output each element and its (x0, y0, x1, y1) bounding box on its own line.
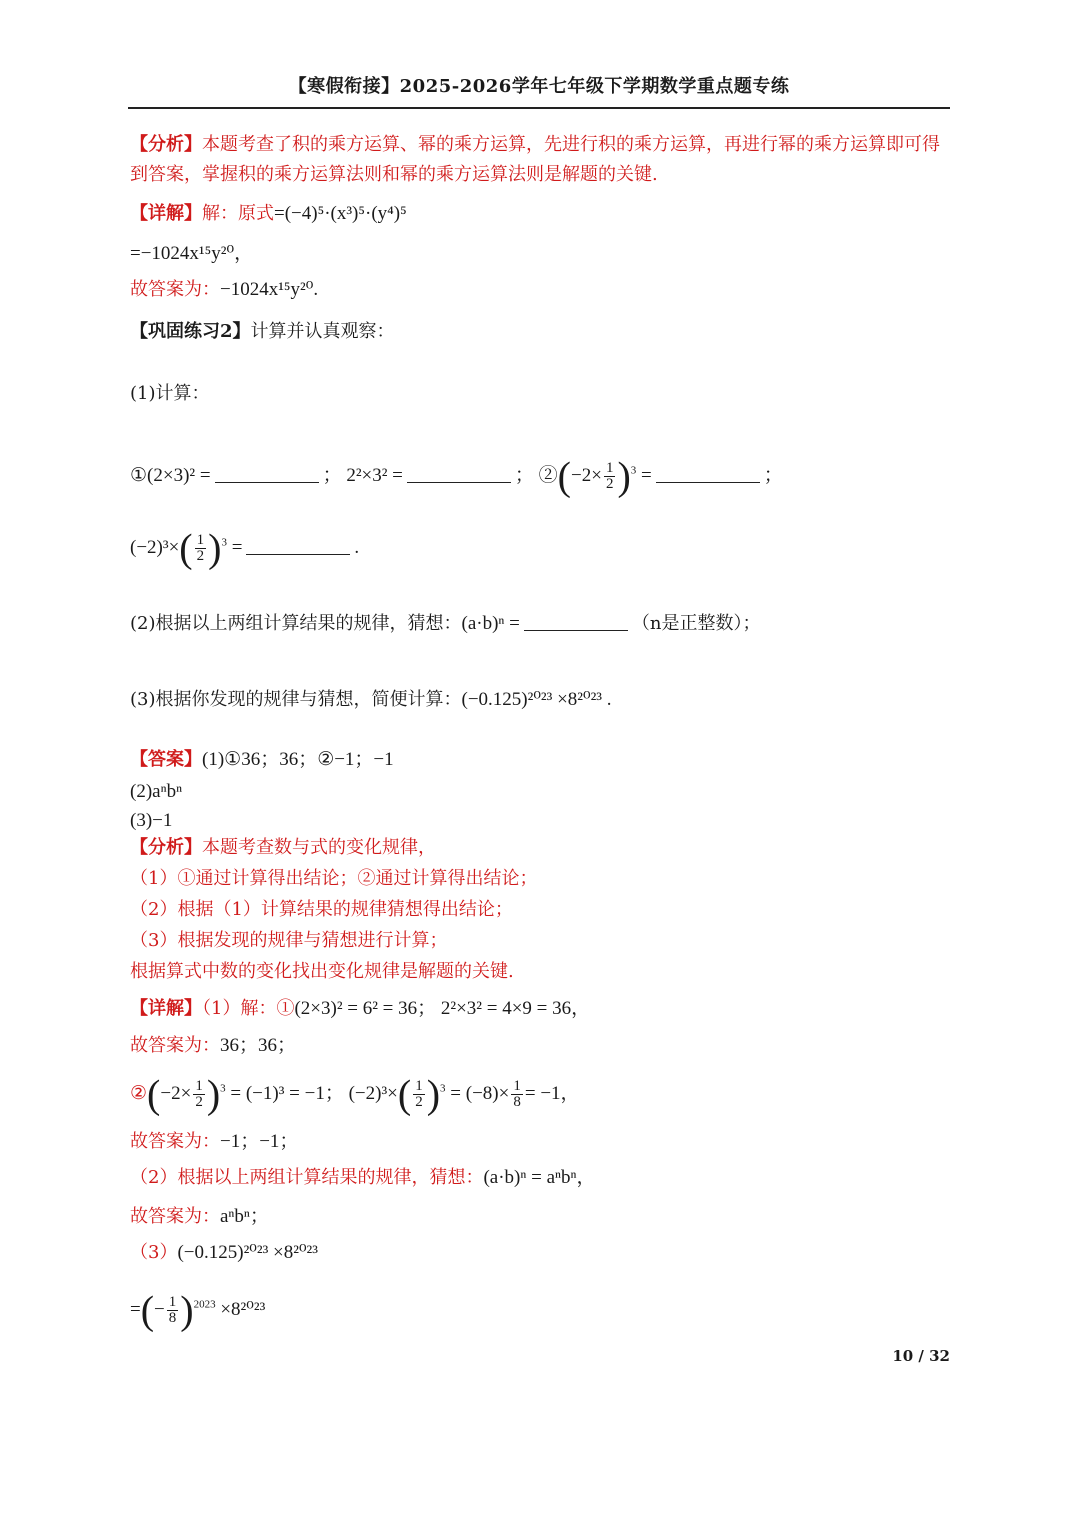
question-1-label: (1)计算： (130, 383, 210, 404)
left-paren: ( (397, 1071, 412, 1117)
detail-tag: 【详解】 (130, 998, 202, 1019)
detail-2-expression-4: (−0.125)²⁰²³ ×8²⁰²³ (177, 1242, 318, 1263)
fraction-half: $\frac{1}{2}$ (415, 1078, 423, 1111)
analysis-2-text-1: 本题考查数与式的变化规律， (202, 837, 436, 858)
answer-blank-3[interactable] (656, 482, 760, 483)
answer-line-1 (130, 746, 394, 774)
detail-2-lead: （1）解：① (202, 998, 295, 1019)
question-2-line (130, 610, 760, 638)
detail-2-answer-3 (130, 1203, 269, 1231)
answer-label: 故答案为： (130, 1206, 220, 1227)
detail-2-line-1 (130, 995, 590, 1023)
fraction-half: $\frac{1}{2}$ (195, 1078, 203, 1111)
detail-2-answer-1 (130, 1032, 296, 1060)
q1-part-e: ； (763, 465, 783, 486)
detail-lead: 解：原式 (202, 203, 274, 224)
detail-2-text-3: （2）根据以上两组计算结果的规律，猜想： (130, 1167, 484, 1188)
question-1-row-1: ①(2×3)² = ； 2²×3² = ； ②(−2× $\frac{1}{2}$ )$^3$ = ； (130, 453, 783, 499)
right-paren: ) (180, 1287, 194, 1333)
page-header: 【寒假衔接】2025-2026学年七年级下学期数学重点题专练 (288, 76, 790, 97)
q1-line2-expr: (−2)³× (130, 537, 180, 558)
left-paren: ( (179, 525, 193, 571)
answer-tag: 【答案】 (130, 749, 202, 770)
q1-part-b: ； 2²×3² = (322, 465, 403, 486)
answer-value: −1；−1； (220, 1131, 299, 1152)
detail-2-expression-3: (a·b)ⁿ = aⁿbⁿ， (483, 1167, 596, 1188)
detail-2-expr-b: = (−8)× (450, 1083, 510, 1104)
q3-text: (3)根据你发现的规律与猜想，简便计算： (130, 689, 462, 710)
answer-1: (1)①36；36；②−1；−1 (202, 749, 394, 770)
circle-2-mark: ② (130, 1083, 148, 1104)
analysis-tag: 【分析】 (130, 837, 202, 858)
answer-value: aⁿbⁿ； (220, 1206, 269, 1227)
analysis-2-line-5: 根据算式中数的变化找出变化规律是解题的关键. (130, 961, 514, 982)
q1-part-a: ①(2×3)² = (130, 465, 211, 486)
detail-2-line-5: =(− $\frac{1}{8}$ )$^{2023}$ ×8²⁰²³ (130, 1287, 266, 1333)
answer-value: 36；36； (220, 1035, 297, 1056)
answer-3: (3)−1 (130, 810, 173, 831)
detail-2-expr-c: = −1， (524, 1083, 580, 1104)
detail-2-line-4 (130, 1239, 318, 1267)
detail-line-1 (130, 200, 407, 228)
practice-prompt: 计算并认真观察： (250, 321, 395, 342)
analysis-block-1 (130, 130, 952, 190)
fraction-half: $\frac{1}{2}$ (196, 532, 205, 565)
q3-expression: (−0.125)²⁰²³ ×8²⁰²³ . (461, 689, 612, 710)
answer-label: 故答案为： (130, 1035, 220, 1056)
answer-label: 故答案为： (130, 1131, 220, 1152)
question-3-line (130, 686, 612, 714)
detail-2-answer-2 (130, 1128, 298, 1156)
question-1-row-2: (−2)³×( $\frac{1}{2}$ )$^3$ = . (130, 525, 360, 571)
q2-expression: (a·b)ⁿ = (461, 613, 520, 634)
detail-expression: =(−4)⁵·(x³)⁵·(y⁴)⁵ (274, 203, 407, 224)
practice-title-line (130, 318, 395, 346)
detail-2-expression-5: ×8²⁰²³ (220, 1299, 266, 1320)
analysis-2-line-2: （1）①通过计算得出结论；②通过计算得出结论； (130, 868, 538, 889)
detail-2-expr-a: = (−1)³ = −1； (−2)³× (230, 1083, 398, 1104)
left-paren: ( (557, 453, 571, 499)
analysis-2-line-3: （2）根据（1）计算结果的规律猜想得出结论； (130, 899, 513, 920)
q1-part-c: ； ② (514, 465, 558, 486)
q2-text: (2)根据以上两组计算结果的规律，猜想： (130, 613, 462, 634)
fraction-eighth: $\frac{1}{8}$ (513, 1078, 521, 1111)
left-paren: ( (147, 1071, 161, 1117)
answer-value: −1024x¹⁵y²⁰. (220, 279, 319, 300)
right-paren: ) (617, 453, 631, 499)
detail-2-line-2: ②(−2× $\frac{1}{2}$ )$^3$ = (−1)³ = −1； (−2)³×( $\frac{1}{2}$ )$^3$ = (−8)× $\frac{1}{8}$ = −1， (130, 1071, 580, 1117)
detail-2-line-3 (130, 1164, 595, 1192)
detail-2-lead-3: （3） (130, 1242, 178, 1263)
answer-blank-4[interactable] (246, 554, 350, 555)
analysis-tag: 【分析】 (130, 134, 202, 155)
practice-title: 【巩固练习2】 (130, 321, 251, 342)
detail-tag: 【详解】 (130, 203, 202, 224)
answer-blank-2[interactable] (407, 482, 511, 483)
answer-blank-1[interactable] (215, 482, 319, 483)
fraction-half: $\frac{1}{2}$ (605, 460, 614, 493)
header-rule (128, 107, 950, 109)
page-number: 10 / 32 (892, 1347, 950, 1365)
q2-note: （n是正整数）； (631, 613, 761, 634)
fraction-eighth: $\frac{1}{8}$ (168, 1294, 177, 1327)
q1-part-d: = (641, 465, 652, 486)
analysis-text: 本题考查了积的乘方运算、幂的乘方运算，先进行积的乘方运算，再进行幂的乘方运算即可得到答案，掌握积的乘方运算法则和幂的乘方运算法则是解题的关键. (130, 134, 940, 185)
detail-answer-line (130, 276, 318, 304)
right-paren: ) (208, 525, 222, 571)
right-paren: ) (206, 1071, 221, 1117)
right-paren: ) (426, 1071, 441, 1117)
answer-2: (2)aⁿbⁿ (130, 781, 183, 802)
analysis-2-line-4: （3）根据发现的规律与猜想进行计算； (130, 930, 448, 951)
detail-result: =−1024x¹⁵y²⁰， (130, 243, 254, 264)
left-paren: ( (140, 1287, 155, 1333)
answer-label: 故答案为： (130, 279, 220, 300)
detail-2-expression-1: (2×3)² = 6² = 36； 2²×3² = 4×9 = 36， (294, 998, 591, 1019)
analysis-2-line-1 (130, 834, 436, 862)
answer-blank-5[interactable] (524, 630, 628, 631)
